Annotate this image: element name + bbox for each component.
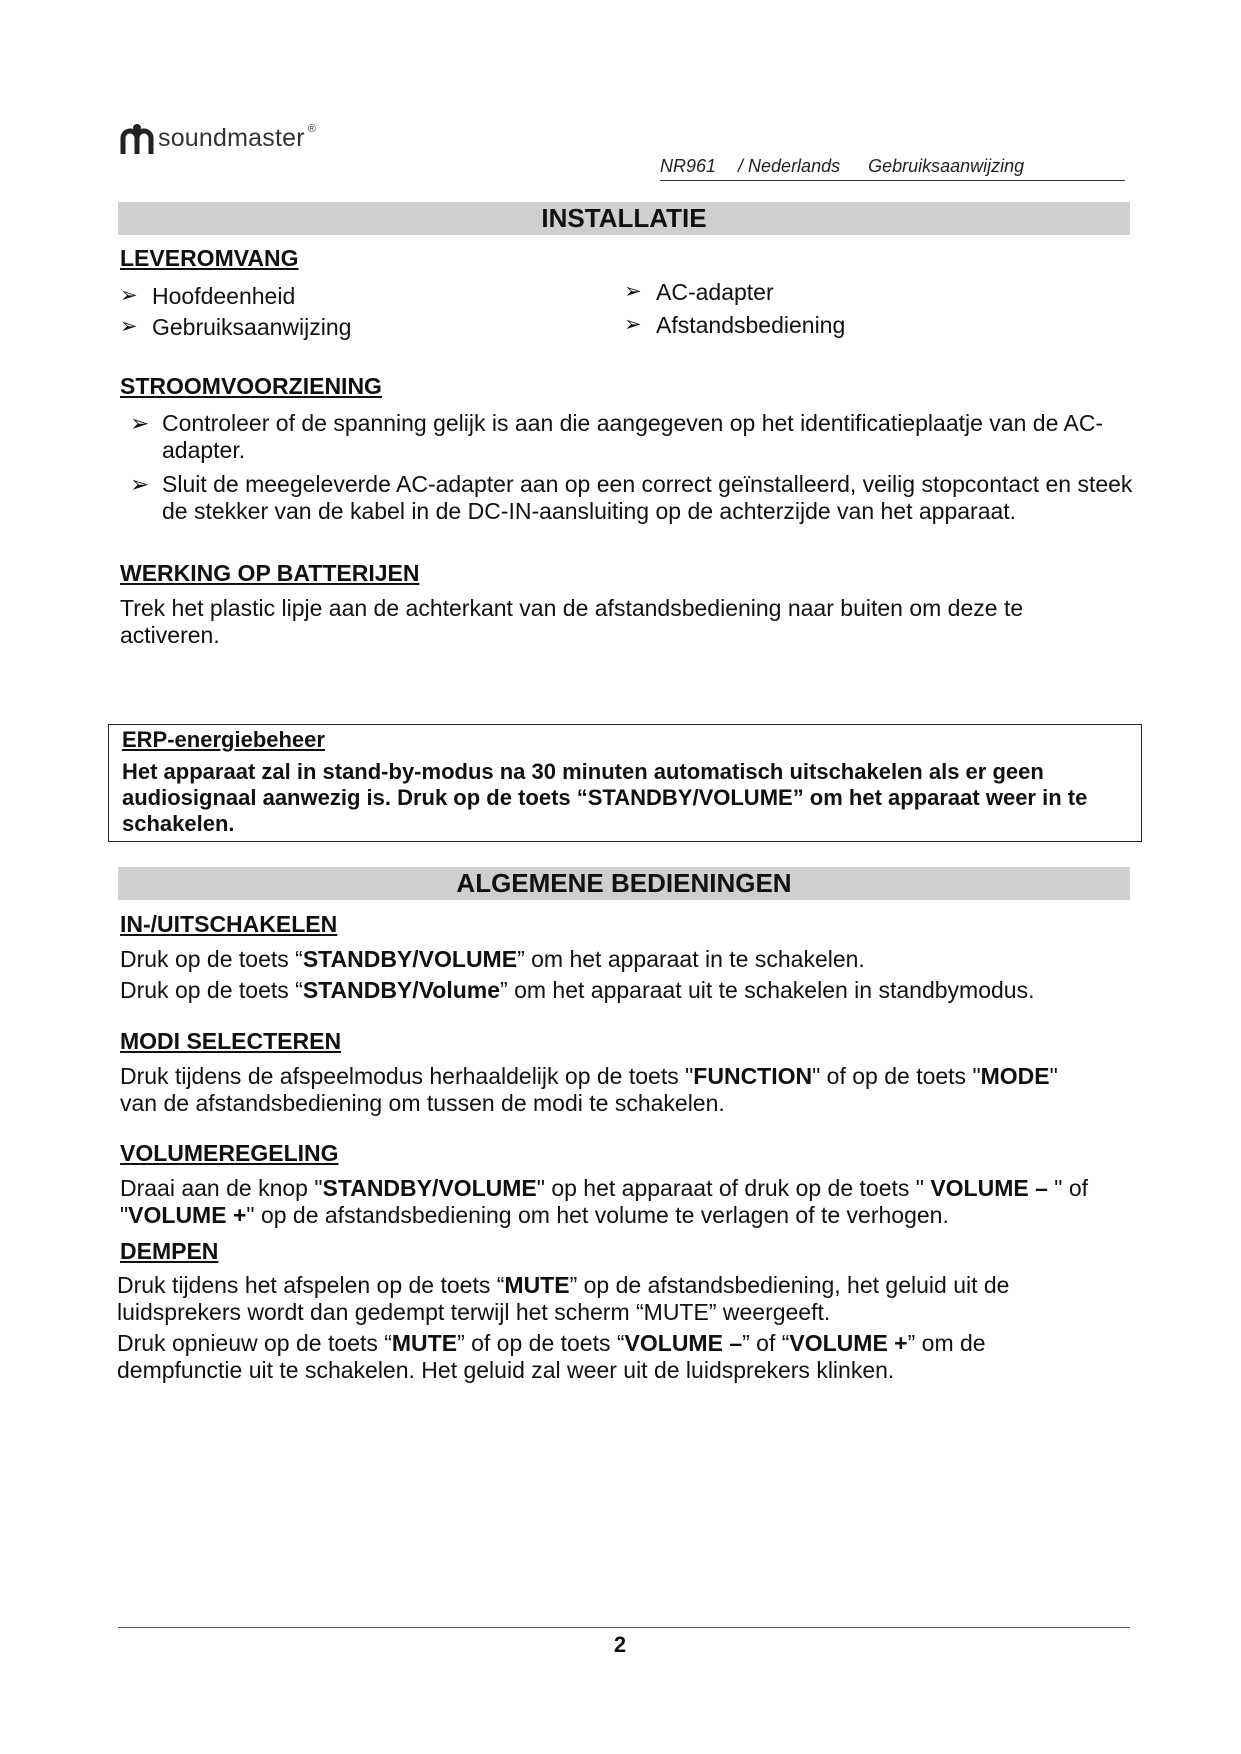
- arrow-bullet-icon: ➢: [120, 284, 138, 307]
- list-item: ➢ Gebruiksaanwijzing: [120, 314, 352, 340]
- list-item: ➢ Hoofdeenheid: [120, 283, 296, 309]
- footer-divider: [118, 1627, 1130, 1628]
- doc-type: Gebruiksaanwijzing: [868, 156, 1025, 176]
- heading-erp: ERP-energiebeheer: [122, 727, 325, 752]
- in-uit-line-2: Druk op de toets “STANDBY/Volume” om het apparaat uit te schakelen in standbymodus.: [120, 977, 1035, 1003]
- registered-mark: ®: [307, 123, 316, 135]
- dempen-para-2: Druk opnieuw op de toets “MUTE” of op de toets “VOLUME –” of “VOLUME +” om de dempfunctie uit te schakelen. Het geluid zal weer uit de luidsprekers klinken.: [117, 1330, 986, 1383]
- arrow-bullet-icon: ➢: [624, 280, 642, 303]
- arrow-bullet-icon: ➢: [130, 410, 150, 436]
- stroom-item-2: ➢ Sluit de meegeleverde AC-adapter aan op een correct geïnstalleerd, veilig stopcontact en steek de stekker van de kabel in de DC-IN-aansluiting op de achterzijde van het apparaat.: [130, 471, 1133, 524]
- heading-modi: MODI SELECTEREN: [120, 1028, 342, 1054]
- soundmaster-logo-icon: [120, 120, 154, 156]
- arrow-bullet-icon: ➢: [624, 313, 642, 336]
- doc-header: [660, 156, 1130, 177]
- arrow-bullet-icon: ➢: [120, 315, 138, 338]
- heading-batterijen: WERKING OP BATTERIJEN: [120, 560, 420, 586]
- list-item: ➢ AC-adapter: [624, 279, 774, 305]
- heading-volume: VOLUMEREGELING: [120, 1140, 339, 1166]
- batterijen-text: Trek het plastic lipje aan de achterkant van de afstandsbediening naar buiten om deze te activeren.: [120, 595, 1024, 648]
- brand-logo: [120, 118, 316, 158]
- brand-name: soundmaster: [158, 123, 305, 152]
- dempen-para-1: Druk tijdens het afspelen op de toets “MUTE” op de afstandsbediening, het geluid uit de luidsprekers wordt dan gedempt terwijl het scherm “MUTE” weergeeft.: [117, 1272, 1010, 1325]
- modi-text: Druk tijdens de afspeelmodus herhaaldelijk op de toets "FUNCTION" of op de toets "MODE" van de afstandsbediening om tussen de modi te schakelen.: [120, 1063, 1058, 1116]
- stroom-item-1: ➢ Controleer of de spanning gelijk is aan die aangegeven op het identificatieplaatje van de AC-adapter.: [130, 410, 1104, 463]
- heading-in-uit: IN-/UITSCHAKELEN: [120, 911, 338, 937]
- arrow-bullet-icon: ➢: [130, 471, 150, 497]
- heading-stroomvoorziening: STROOMVOORZIENING: [120, 373, 382, 399]
- section-band-algemeen: ALGEMENE BEDIENINGEN: [118, 867, 1130, 900]
- volume-text: Draai aan de knop "STANDBY/VOLUME" op het apparaat of druk op de toets " VOLUME – " of "VOLUME +" op de afstandsbediening om het volume te verlagen of te verhogen.: [120, 1175, 1089, 1228]
- header-divider: [660, 180, 1125, 181]
- language-label: / Nederlands: [738, 156, 841, 176]
- model-number: NR961: [660, 156, 717, 176]
- list-item: ➢ Afstandsbediening: [624, 312, 846, 338]
- heading-leveromvang: LEVEROMVANG: [120, 245, 299, 271]
- section-band-installatie: INSTALLATIE: [118, 202, 1130, 235]
- erp-text: Het apparaat zal in stand-by-modus na 30 minuten automatisch uitschakelen als er geen audiosignaal aanwezig is. Druk op de toets “STANDBY/VOLUME” om het apparaat weer in te schakelen.: [122, 759, 1088, 836]
- erp-notice: [122, 727, 1122, 837]
- heading-dempen: DEMPEN: [120, 1238, 219, 1264]
- in-uit-line-1: Druk op de toets “STANDBY/VOLUME” om het apparaat in te schakelen.: [120, 946, 865, 972]
- page-number: 2: [613, 1632, 627, 1657]
